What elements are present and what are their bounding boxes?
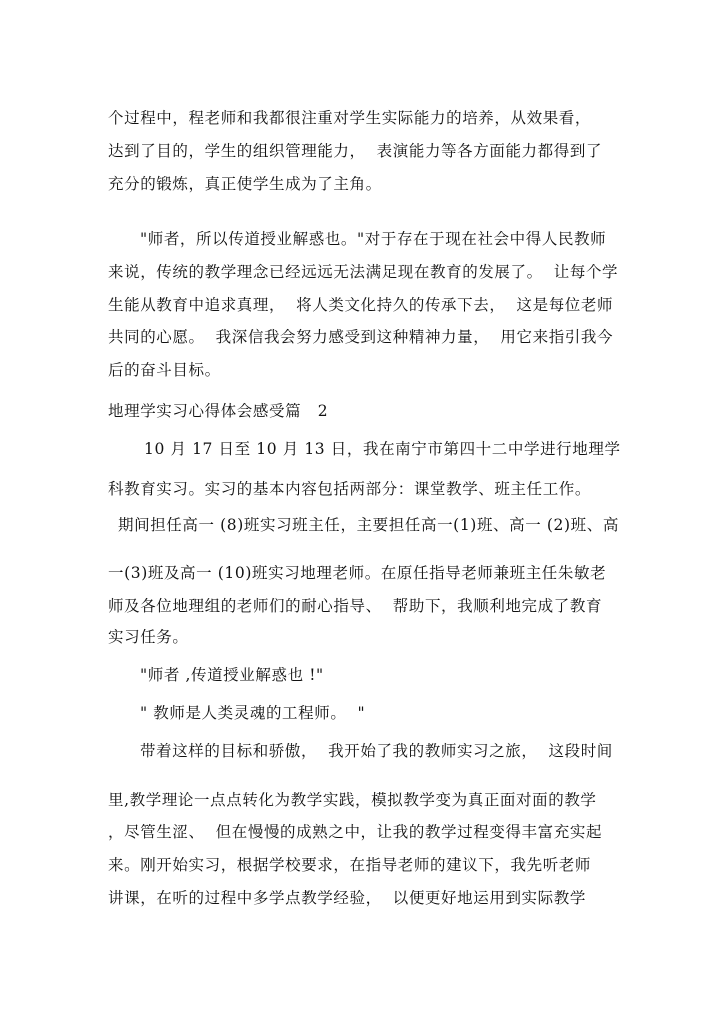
text-line-5: 来说，传统的教学理念已经远远无法满足现在教育的发展了。 让每个学: [108, 263, 619, 281]
text-line-22: 讲课，在听的过程中多学点教学经验， 以便更好地运用到实际教学: [108, 889, 586, 907]
text-line-15: 实习任务。: [108, 628, 189, 646]
quote-line-2: " 教师是人类灵魂的工程师。 ": [140, 704, 366, 722]
text-line-12: 期间担任高一 (8)班实习班主任，主要担任高一(1)班、高一 (2)班、高: [118, 516, 619, 534]
text-line-18: 带着这样的目标和骄傲， 我开始了我的教师实习之旅， 这段时间: [140, 742, 613, 760]
section-heading: 地理学实习心得体会感受篇 2: [108, 402, 329, 420]
text-line-2: 达到了目的，学生的组织管理能力， 表演能力等各方面能力都得到了: [108, 142, 603, 160]
text-line-14: 师及各位地理组的老师们的耐心指导、 帮助下，我顺利地完成了教育: [108, 597, 603, 615]
text-line-1: 个过程中，程老师和我都很注重对学生实际能力的培养，从效果看，: [108, 109, 592, 127]
text-line-11: 科教育实习。实习的基本内容包括两部分：课堂教学、班主任工作。: [108, 480, 592, 498]
text-line-20: ，尽管生涩、 但在慢慢的成熟之中，让我的教学过程变得丰富充实起: [108, 823, 603, 841]
text-line-19: 里,教学理论一点点转化为教学实践，模拟教学变为真正面对面的教学: [108, 791, 597, 809]
text-line-3: 充分的锻炼，真正使学生成为了主角。: [108, 175, 382, 193]
text-line-4: "师者，所以传道授业解惑也。"对于存在于现在社会中得人民教师: [140, 230, 607, 248]
text-line-21: 来。刚开始实习，根据学校要求，在指导老师的建议下，我先听老师: [108, 856, 592, 874]
text-line-8: 后的奋斗目标。: [108, 361, 221, 379]
text-line-10: 10 月 17 日至 10 月 13 日，我在南宁市第四十二中学进行地理学: [144, 440, 621, 458]
text-line-13: 一(3)班及高一 (10)班实习地理老师。在原任指导老师兼班主任朱敏老: [108, 564, 607, 582]
quote-line-1: "师者 ,传道授业解惑也 !": [140, 666, 324, 684]
text-line-6: 生能从教育中追求真理， 将人类文化持久的传承下去， 这是每位老师: [108, 296, 614, 314]
text-line-7: 共同的心愿。 我深信我会努力感受到这种精神力量， 用它来指引我今: [108, 328, 614, 346]
